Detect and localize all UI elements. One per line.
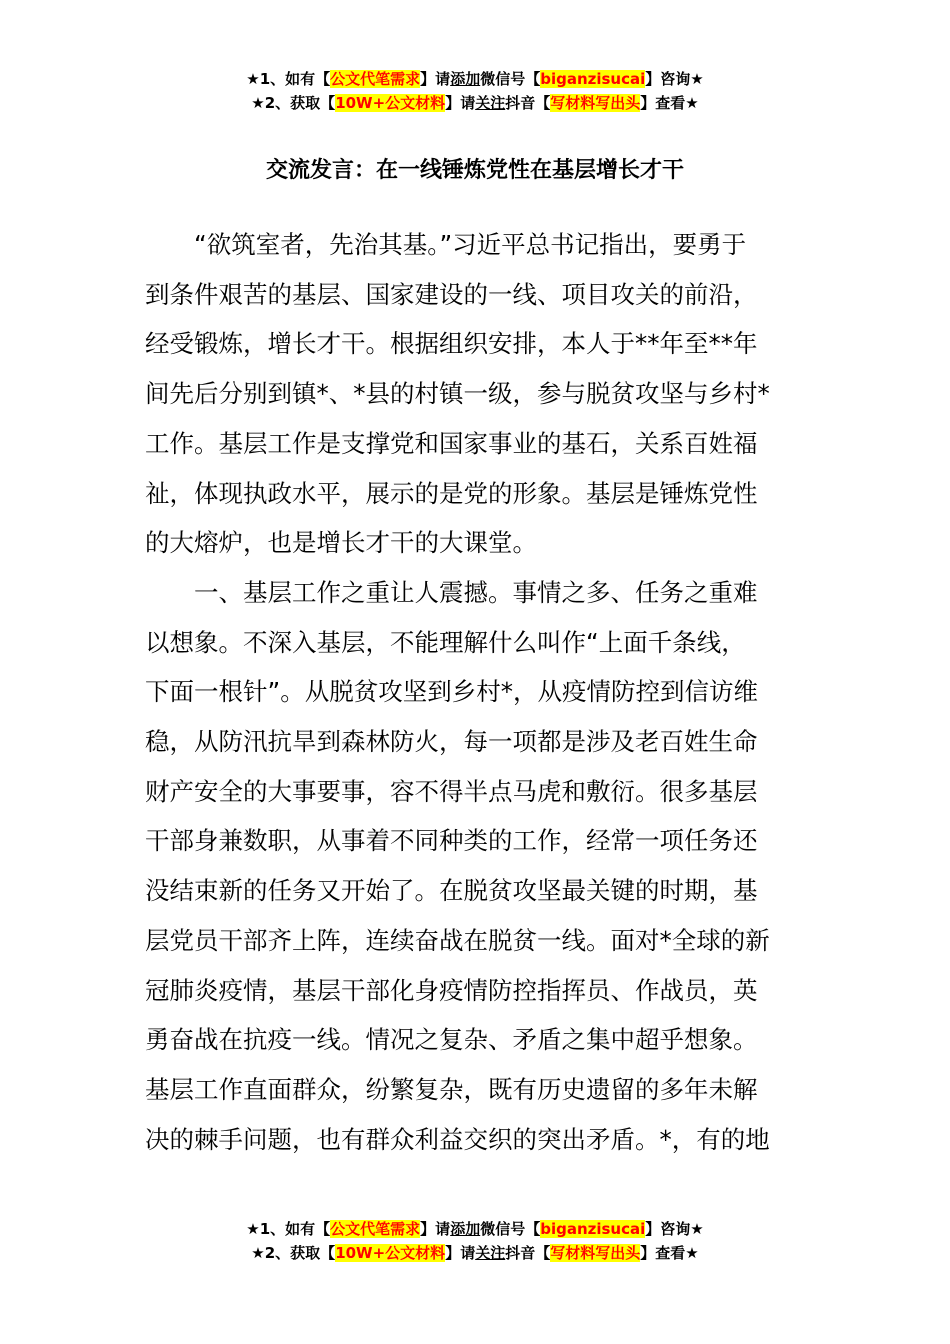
- text-line: 没结束新的任务又开始了。在脱贫攻坚最关键的时期，基: [145, 876, 758, 906]
- highlight-douyin-account: 写材料写出头: [550, 94, 641, 112]
- text-line: 间先后分别到镇*、*县的村镇一级，参与脱贫攻坚与乡村*: [145, 379, 770, 409]
- banner-text: 】请: [420, 70, 451, 88]
- banner-text: 】咨询★: [645, 1220, 704, 1238]
- document-body: [145, 220, 800, 1164]
- highlight-service: 公文代笔需求: [330, 1220, 421, 1238]
- banner-text: ★2、获取【: [251, 94, 336, 112]
- banner-underlined-text: 关注: [475, 1244, 506, 1262]
- banner-underlined-text: 添加: [450, 70, 481, 88]
- text-line: 财产安全的大事要事，容不得半点马虎和敷衍。很多基层: [145, 776, 758, 806]
- banner-text: 】查看★: [640, 1244, 699, 1262]
- banner-text: 】请: [445, 1244, 476, 1262]
- banner-underlined-text: 添加: [450, 1220, 481, 1238]
- banner-text: 抖音【: [505, 94, 551, 112]
- banner-text: ★2、获取【: [251, 1244, 336, 1262]
- highlight-materials: 10W+公文材料: [335, 1244, 446, 1262]
- banner-line-2: [0, 1241, 950, 1265]
- banner-text: 微信号【: [480, 1220, 541, 1238]
- banner-line-1: [0, 1217, 950, 1241]
- text-line: 层党员干部齐上阵，连续奋战在脱贫一线。面对*全球的新: [145, 925, 770, 955]
- paragraph-section-1: [145, 568, 800, 1164]
- banner-underlined-text: 关注: [475, 94, 506, 112]
- text-line: 冠肺炎疫情，基层干部化身疫情防控指挥员、作战员，英: [145, 975, 758, 1005]
- highlight-wechat-id: biganzisucai: [540, 1220, 646, 1238]
- text-line: 到条件艰苦的基层、国家建设的一线、项目攻关的前沿，: [145, 279, 758, 309]
- document-title: 交流发言：在一线锤炼党性在基层增长才干: [265, 158, 684, 183]
- text-line: 的大熔炉，也是增长才干的大课堂。: [145, 528, 537, 558]
- highlight-wechat-id: biganzisucai: [540, 70, 646, 88]
- text-line: 下面一根针”。从脱贫攻坚到乡村*，从疫情防控到信访维: [145, 677, 758, 707]
- banner-text: 微信号【: [480, 70, 541, 88]
- text-line: 基层工作直面群众，纷繁复杂，既有历史遗留的多年未解: [145, 1074, 758, 1104]
- text-line: 干部身兼数职，从事着不同种类的工作，经常一项任务还: [145, 826, 758, 856]
- highlight-douyin-account: 写材料写出头: [550, 1244, 641, 1262]
- header-banner: [0, 67, 950, 115]
- banner-text: 抖音【: [505, 1244, 551, 1262]
- banner-text: 】请: [420, 1220, 451, 1238]
- banner-text: 】查看★: [640, 94, 699, 112]
- banner-text: 】咨询★: [645, 70, 704, 88]
- text-line: 工作。基层工作是支撑党和国家事业的基石，关系百姓福: [145, 428, 758, 458]
- banner-line-2: [0, 91, 950, 115]
- banner-text: 】请: [445, 94, 476, 112]
- banner-text: ★1、如有【: [246, 1220, 331, 1238]
- banner-line-1: [0, 67, 950, 91]
- text-line: 经受锻炼，增长才干。根据组织安排，本人于**年至**年: [145, 329, 758, 359]
- text-line: 祉，体现执政水平，展示的是党的形象。基层是锤炼党性: [145, 478, 758, 508]
- text-line: 决的棘手问题，也有群众利益交织的突出矛盾。*，有的地: [145, 1124, 770, 1154]
- paragraph-intro: [145, 220, 800, 568]
- highlight-service: 公文代笔需求: [330, 70, 421, 88]
- footer-banner: [0, 1217, 950, 1265]
- banner-text: ★1、如有【: [246, 70, 331, 88]
- highlight-materials: 10W+公文材料: [335, 94, 446, 112]
- text-line: “欲筑室者，先治其基。”习近平总书记指出，要勇于: [194, 230, 747, 259]
- text-line: 一、基层工作之重让人震撼。事情之多、任务之重难: [194, 577, 758, 607]
- text-line: 勇奋战在抗疫一线。情况之复杂、矛盾之集中超乎想象。: [145, 1025, 758, 1055]
- text-line: 稳，从防汛抗旱到森林防火，每一项都是涉及老百姓生命: [145, 727, 758, 757]
- text-line: 以想象。不深入基层，不能理解什么叫作“上面千条线，: [145, 627, 746, 657]
